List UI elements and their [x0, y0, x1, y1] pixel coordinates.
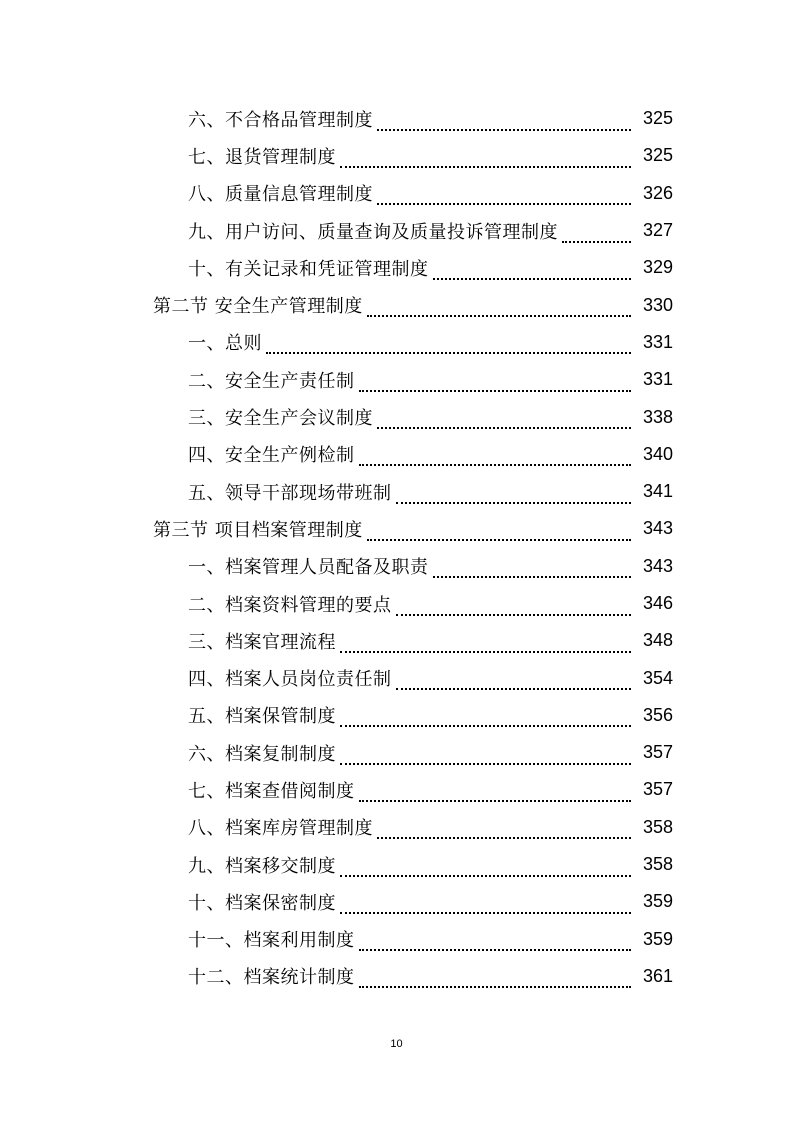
toc-entry-page: 358: [642, 816, 673, 837]
toc-leader-dots: [340, 745, 631, 765]
toc-entry[interactable]: [0, 883, 793, 920]
toc-leader-dots: [359, 446, 632, 466]
toc-leader-dots: [396, 484, 632, 504]
toc-leader-dots: [396, 670, 632, 690]
toc-entry[interactable]: [0, 175, 793, 212]
toc-entry-page: 325: [642, 145, 673, 166]
toc-entry-page: 343: [642, 555, 673, 576]
toc-section-entry[interactable]: [0, 510, 793, 547]
toc-entry-page: 341: [642, 481, 673, 502]
toc-leader-dots: [562, 223, 631, 243]
toc-leader-dots: [266, 334, 631, 354]
toc-leader-dots: [433, 558, 632, 578]
toc-entry-page: 326: [642, 182, 673, 203]
toc-entry-page: 327: [642, 220, 673, 241]
toc-leader-dots: [340, 633, 631, 653]
toc-entry[interactable]: [0, 436, 793, 473]
toc-entry[interactable]: [0, 659, 793, 696]
toc-entry-title: 十二、档案统计制度: [188, 967, 355, 989]
toc-section-entry[interactable]: [0, 286, 793, 323]
toc-leader-dots: [433, 260, 632, 280]
toc-entry-title: 一、档案管理人员配备及职责: [188, 557, 429, 579]
toc-entry[interactable]: [0, 100, 793, 137]
toc-entry-title: 六、档案复制制度: [188, 743, 336, 765]
toc-entry-title: 三、安全生产会议制度: [188, 408, 373, 430]
toc-entry[interactable]: [0, 324, 793, 361]
toc-entry-title: 九、用户访问、质量查询及质量投诉管理制度: [188, 221, 558, 243]
toc-entry-title: 三、档案官理流程: [188, 631, 336, 653]
toc-entry[interactable]: [0, 585, 793, 622]
toc-entry-page: 340: [642, 443, 673, 464]
toc-entry-title: 一、总则: [188, 333, 262, 355]
toc-entry-title: 五、领导干部现场带班制: [188, 482, 392, 504]
toc-entry-page: 357: [642, 779, 673, 800]
toc-entry-title: 十、档案保密制度: [188, 892, 336, 914]
toc-entry[interactable]: [0, 846, 793, 883]
toc-entry-title: 十一、档案利用制度: [188, 930, 355, 952]
toc-entry-title: 四、档案人员岗位责任制: [188, 669, 392, 691]
toc-entry-title: 八、档案库房管理制度: [188, 818, 373, 840]
toc-entry-title: 九、档案移交制度: [188, 855, 336, 877]
toc-leader-dots: [359, 782, 632, 802]
toc-entry[interactable]: [0, 473, 793, 510]
toc-leader-dots: [396, 596, 632, 616]
toc-entry-page: 331: [642, 331, 673, 352]
toc-entry-title: 二、档案资料管理的要点: [188, 594, 392, 616]
toc-entry-page: 354: [642, 667, 673, 688]
toc-entry[interactable]: [0, 249, 793, 286]
toc-entry-title: 五、档案保管制度: [188, 706, 336, 728]
toc-entry[interactable]: [0, 548, 793, 585]
toc-entry-title: 二、安全生产责任制: [188, 370, 355, 392]
toc-leader-dots: [359, 931, 632, 951]
toc-entry-title: 七、退货管理制度: [188, 146, 336, 168]
toc-leader-dots: [377, 409, 631, 429]
table-of-contents: [0, 100, 793, 995]
toc-entry-title: 第三节 项目档案管理制度: [153, 519, 363, 541]
toc-entry-page: 356: [642, 704, 673, 725]
toc-entry[interactable]: [0, 921, 793, 958]
toc-entry-page: 358: [642, 854, 673, 875]
toc-entry-page: 329: [642, 257, 673, 278]
toc-entry-page: 359: [642, 928, 673, 949]
toc-leader-dots: [367, 297, 631, 317]
toc-entry-page: 338: [642, 406, 673, 427]
toc-leader-dots: [377, 111, 631, 131]
page-number: 10: [390, 1038, 403, 1050]
toc-entry-page: 325: [642, 108, 673, 129]
toc-leader-dots: [340, 894, 631, 914]
toc-leader-dots: [340, 148, 631, 168]
toc-leader-dots: [359, 372, 632, 392]
toc-entry-page: 331: [642, 369, 673, 390]
toc-entry-page: 343: [642, 518, 673, 539]
toc-entry-page: 346: [642, 593, 673, 613]
toc-leader-dots: [340, 857, 631, 877]
toc-entry[interactable]: [0, 622, 793, 659]
toc-entry[interactable]: [0, 697, 793, 734]
toc-entry-page: 357: [642, 742, 673, 763]
toc-leader-dots: [377, 819, 631, 839]
toc-entry-page: 330: [642, 294, 673, 315]
toc-entry[interactable]: [0, 958, 793, 995]
toc-entry[interactable]: [0, 809, 793, 846]
toc-entry-title: 第二节 安全生产管理制度: [153, 296, 363, 318]
toc-entry[interactable]: [0, 361, 793, 398]
toc-entry[interactable]: [0, 398, 793, 435]
toc-entry-title: 四、安全生产例检制: [188, 445, 355, 467]
toc-leader-dots: [340, 707, 631, 727]
toc-entry-title: 八、质量信息管理制度: [188, 184, 373, 206]
toc-leader-dots: [367, 521, 631, 541]
toc-entry-title: 六、不合格品管理制度: [188, 109, 373, 131]
toc-entry-page: 359: [642, 891, 673, 912]
toc-entry[interactable]: [0, 137, 793, 174]
toc-entry-page: 361: [642, 965, 673, 986]
toc-entry[interactable]: [0, 734, 793, 771]
toc-entry[interactable]: [0, 212, 793, 249]
toc-leader-dots: [359, 968, 632, 988]
toc-leader-dots: [377, 185, 631, 205]
toc-entry[interactable]: [0, 771, 793, 808]
toc-entry-page: 348: [642, 630, 673, 651]
toc-entry-title: 七、档案查借阅制度: [188, 780, 355, 802]
toc-entry-title: 十、有关记录和凭证管理制度: [188, 258, 429, 280]
